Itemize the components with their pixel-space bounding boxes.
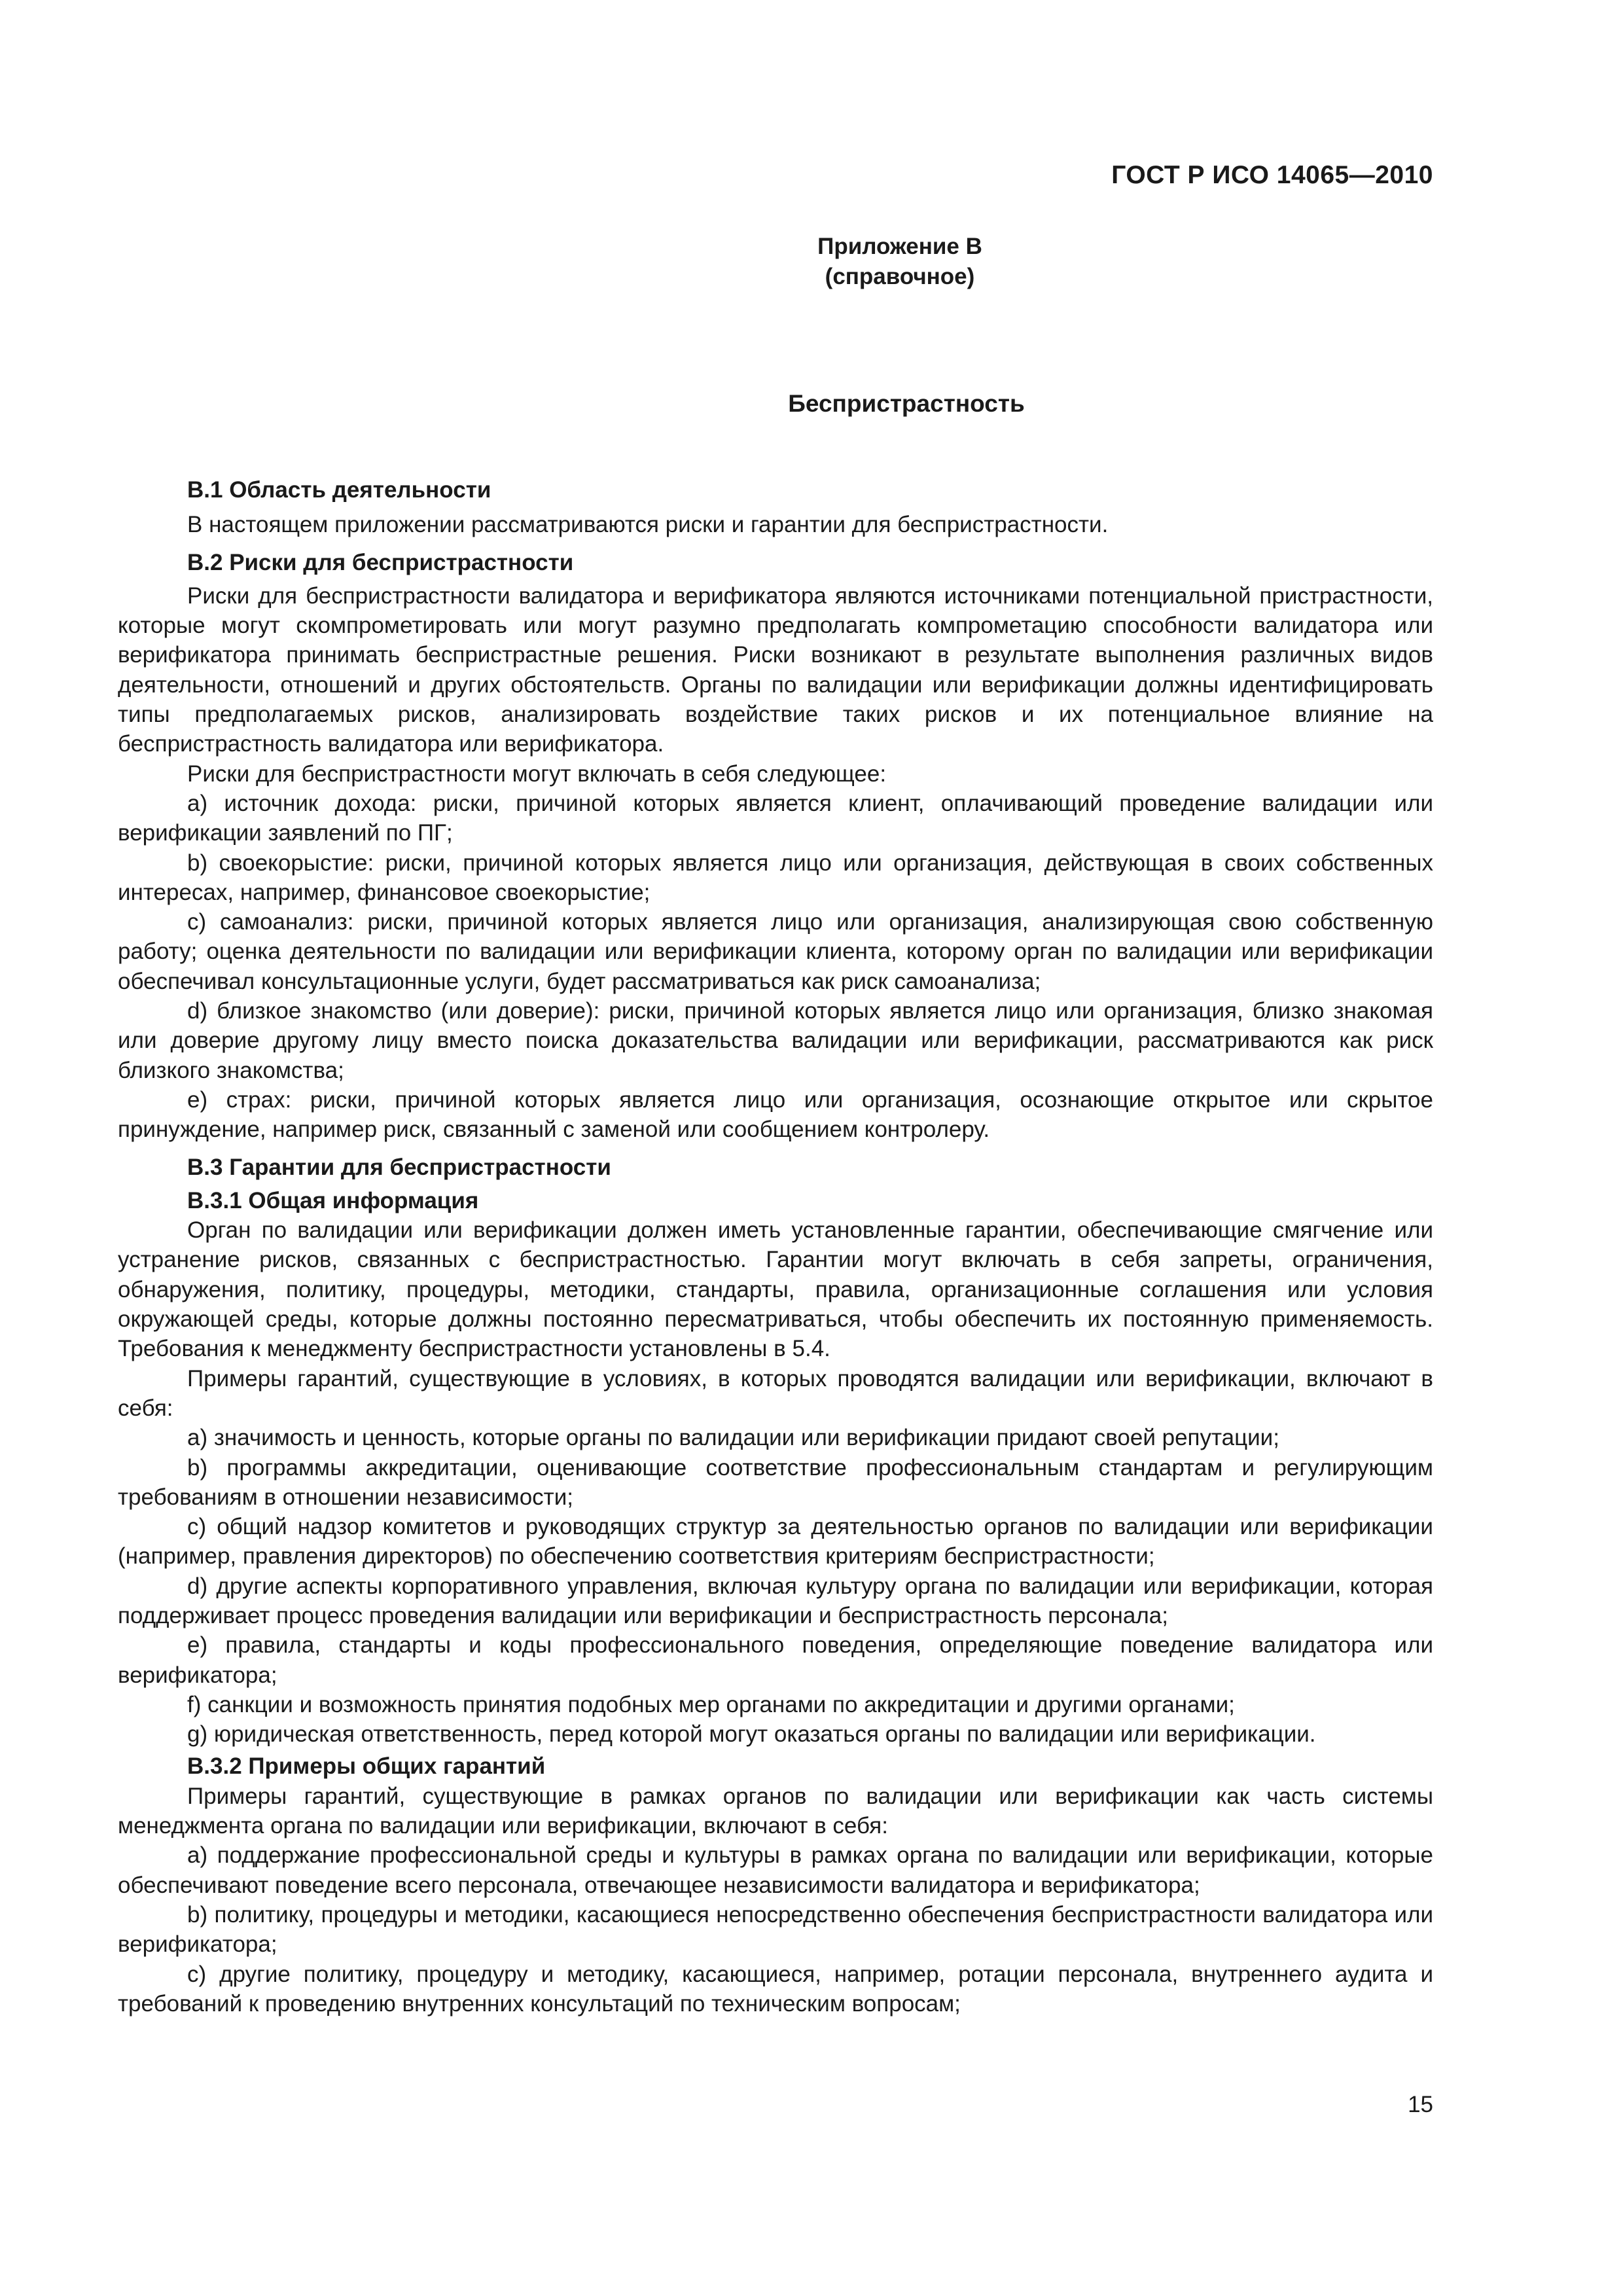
- list-item: b) своекорыстие: риски, причиной которых является лицо или организация, действующая в своих собственных интересах, например, финансовое своекорыстие;: [118, 850, 1433, 905]
- paragraph: Примеры гарантий, существующие в рамках органов по валидации или верификации как часть системы менеджмента органа по валидации или верификации, включают в себя:: [118, 1783, 1433, 1839]
- list-item: g) юридическая ответственность, перед которой могут оказаться органы по валидации или верификации.: [187, 1721, 1316, 1748]
- page-title: Беспристрастность: [788, 390, 1025, 417]
- paragraph: Риски для беспристрастности валидатора и верификатора являются источниками потенциальной пристрастности, которые могут скомпрометировать или могут разумно предполагать компрометацию способности валидатора или верификатора принимать беспристрастные решения. Риски возникают в результате выполнения различных видов деятельности, отношений и других обстоятельств. Органы по валидации или верификации должны идентифицировать типы предполагаемых рисков, анализировать воздействие таких рисков и их потенциальное влияние на беспристрастность валидатора или верификатора.: [118, 583, 1433, 757]
- list-item: c) самоанализ: риски, причиной которых является лицо или организация, анализирующая свою собственную работу; оценка деятельности по валидации или верификации клиента, которому орган по валидации или верификации обеспечивал консультационные услуги, будет рассматриваться как риск самоанализа;: [118, 909, 1433, 994]
- list-item: e) правила, стандарты и коды профессионального поведения, определяющие поведение валидатора или верификатора;: [118, 1632, 1433, 1688]
- paragraph: Риски для беспристрастности могут включать в себя следующее:: [187, 761, 887, 787]
- appendix-status: (справочное): [825, 264, 975, 289]
- list-item: c) общий надзор комитетов и руководящих структур за деятельностью органов по валидации или верификации (например, правления директоров) по обеспечению соответствия критериям беспристрастности;: [118, 1514, 1433, 1570]
- section-heading-b2: В.2 Риски для беспристрастности: [187, 549, 574, 575]
- subsection-heading-b31: В.3.1 Общая информация: [187, 1187, 479, 1213]
- list-item: a) значимость и ценность, которые органы по валидации или верификации придают своей репутации;: [187, 1425, 1279, 1451]
- list-item: c) другие политику, процедуру и методику, касающиеся, например, ротации персонала, внутреннего аудита и требований к проведению внутренних консультаций по техническим вопросам;: [118, 1961, 1433, 2017]
- list-item: e) страх: риски, причиной которых является лицо или организация, осознающие открытое или скрытое принуждение, например риск, связанный с заменой или сообщением контролеру.: [118, 1086, 1433, 1143]
- list-item: a) поддержание профессиональной среды и культуры в рамках органа по валидации или верификации, которые обеспечивают поведение всего персонала, отвечающее независимости валидатора и верификатора;: [118, 1842, 1433, 1898]
- section-heading-b3: В.3 Гарантии для беспристрастности: [187, 1154, 611, 1180]
- subsection-heading-b32: В.3.2 Примеры общих гарантий: [187, 1753, 546, 1780]
- paragraph: Примеры гарантий, существующие в условиях, в которых проводятся валидации или верификации, включают в себя:: [118, 1365, 1433, 1421]
- list-item: b) политику, процедуры и методики, касающиеся непосредственно обеспечения беспристрастности валидатора или верификатора;: [118, 1901, 1433, 1958]
- list-item: b) программы аккредитации, оценивающие соответствие профессиональным стандартам и регулирующим требованиям в отношении независимости;: [118, 1454, 1433, 1510]
- page-number: 15: [1408, 2092, 1433, 2117]
- document-code: ГОСТ Р ИСО 14065—2010: [1111, 161, 1433, 189]
- document-body: [118, 475, 1433, 2018]
- appendix-title: Приложение В: [817, 234, 982, 259]
- paragraph: Орган по валидации или верификации должен иметь установленные гарантии, обеспечивающие смягчение или устранение рисков, связанных с беспристрастностью. Гарантии могут включать в себя запреты, ограничения, обнаружения, политику, процедуры, методики, стандарты, правила, организационные соглашения или условия окружающей среды, которые должны постоянно пересматриваться, чтобы обеспечить их постоянную применяемость. Требования к менеджменту беспристрастности установлены в 5.4.: [118, 1217, 1433, 1362]
- appendix-label: [0, 232, 1623, 292]
- paragraph: В настоящем приложении рассматриваются риски и гарантии для беспристрастности.: [187, 512, 1109, 538]
- list-item: f) санкции и возможность принятия подобных мер органами по аккредитации и другими органами;: [187, 1691, 1235, 1717]
- section-heading-b1: В.1 Область деятельности: [187, 477, 491, 503]
- list-item: d) близкое знакомство (или доверие): риски, причиной которых является лицо или организация, близко знакомая или доверие другому лицу вместо поиска доказательства валидации или верификации, рассматриваются как риск близкого знакомства;: [118, 998, 1433, 1083]
- list-item: d) другие аспекты корпоративного управления, включая культуру органа по валидации или верификации, которая поддерживает процесс проведения валидации или верификации и беспристрастность персонала;: [118, 1573, 1433, 1628]
- list-item: a) источник дохода: риски, причиной которых является клиент, оплачивающий проведение валидации или верификации заявлений по ПГ;: [118, 790, 1433, 846]
